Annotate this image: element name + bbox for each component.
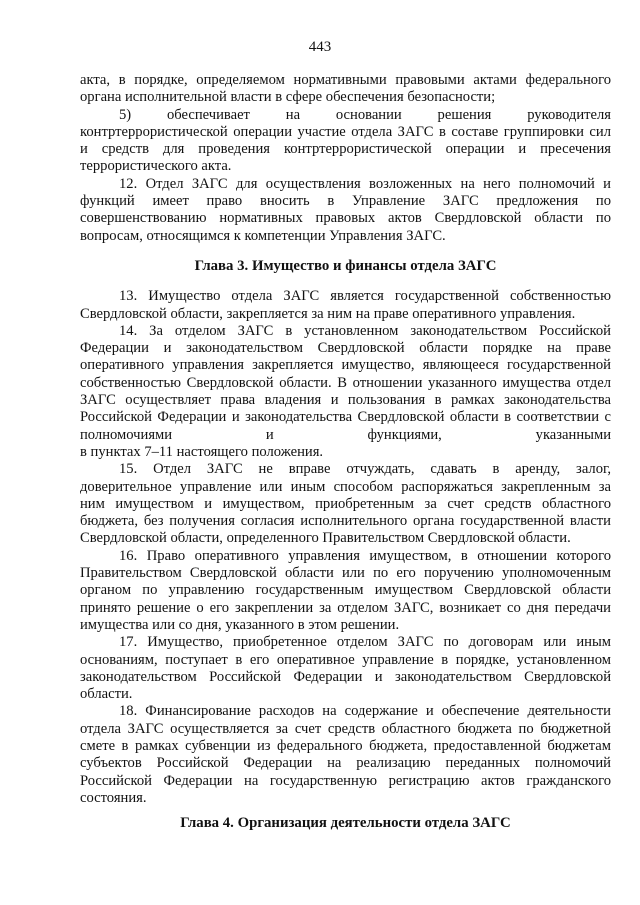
- text-line: в пунктах 7–11 настоящего положения.: [80, 443, 324, 460]
- text-line: органом по управлению государственным имуществом Свердловской области: [80, 582, 611, 599]
- text-line: 14. За отделом ЗАГС в установленном законодательством Российской: [119, 322, 611, 339]
- paragraph-gap: [80, 245, 611, 258]
- text-line: вопросам, относящимся к компетенции Управления ЗАГС.: [80, 227, 446, 244]
- text-line: контртеррористической операции участие отдела ЗАГС в составе группировки сил: [80, 123, 611, 140]
- text-line: бюджета, без получения согласия исполнительного органа государственной власти: [80, 513, 611, 530]
- text-line: совершенствованию нормативных правовых актов Свердловской области по: [80, 210, 611, 227]
- text-line: отдела ЗАГС осуществляется за счет средств областного бюджета по бюджетной: [80, 720, 611, 737]
- text-line: состояния.: [80, 789, 147, 806]
- text-line: субъектов Российской Федерации на реализацию переданных полномочий: [80, 755, 611, 772]
- text-line: акта, в порядке, определяемом нормативными правовыми актами федерального: [80, 72, 611, 88]
- text-line: террористического акта.: [80, 158, 232, 175]
- text-line: имущества или со дня, указанного в этом решении.: [80, 616, 400, 633]
- text-line: Российской Федерации и законодательства Свердловской области в соответствии с: [80, 409, 611, 426]
- text-line: 17. Имущество, приобретенное отделом ЗАГС по договорам или иным: [119, 634, 611, 651]
- text-line: принято решение о его закреплении за отделом ЗАГС, возникает со дня передачи: [80, 599, 611, 616]
- text-line: оперативного управления закрепляется имущество, являющееся государственной: [80, 357, 611, 374]
- text-line: 16. Право оперативного управления имуществом, в отношении которого: [119, 547, 611, 564]
- text-line: Российской Федерации на государственную регистрацию актов гражданского: [80, 772, 611, 789]
- text-line: полномочиями и функциями, указанными: [80, 426, 611, 443]
- text-line: Правительством Свердловской области или по его поручению уполномоченным: [80, 565, 611, 582]
- text-line: Свердловской области, определенного Правительством Свердловской области.: [80, 530, 571, 547]
- text-line: 13. Имущество отдела ЗАГС является государственной собственностью: [119, 288, 611, 305]
- text-line: органа исполнительной власти в сфере обеспечения безопасности;: [80, 89, 496, 106]
- text-line: 5) обеспечивает на основании решения руководителя: [119, 106, 611, 123]
- text-line: 18. Финансирование расходов на содержание и обеспечение деятельности: [119, 703, 611, 720]
- paragraph-gap: [80, 275, 611, 288]
- text-line: доверительное управление или иным способом распоряжаться закрепленным за: [80, 478, 611, 495]
- text-line: смете в рамках субвенции из федерального бюджета, предоставленной бюджетам: [80, 737, 611, 754]
- text-line: области.: [80, 686, 133, 703]
- text-line: собственностью Свердловской области. В отношении указанного имущества отдел: [80, 374, 611, 391]
- paragraph-gap: [80, 807, 611, 815]
- text-line: функций имеет право вносить в Управление ЗАГС предложения по: [80, 193, 611, 210]
- text-line: 12. Отдел ЗАГС для осуществления возложенных на него полномочий и: [119, 175, 611, 192]
- text-line: ним имуществом и имуществом, приобретенным за счет средств областного: [80, 495, 611, 512]
- page-number: 443: [308, 39, 332, 55]
- document-body: [80, 72, 611, 832]
- chapter-heading-2: Глава 4. Организация деятельности отдела ЗАГС: [180, 815, 511, 832]
- text-line: Свердловской области, закрепляется за ним на праве оперативного управления.: [80, 305, 576, 322]
- text-line: основаниям, поступает в его оперативное управление в порядке, установленном: [80, 651, 611, 668]
- text-line: законодательством Российской Федерации и законодательством Свердловской: [80, 668, 611, 685]
- text-line: ЗАГС осуществляет права владения и пользования в рамках законодательства: [80, 392, 611, 409]
- text-line: Федерации и законодательством Свердловской области порядке на праве: [80, 340, 611, 357]
- text-line: и средств для проведения контртеррористической операции и пресечения: [80, 141, 611, 158]
- chapter-heading-1: Глава 3. Имущество и финансы отдела ЗАГС: [194, 257, 497, 274]
- text-line: 15. Отдел ЗАГС не вправе отчуждать, сдавать в аренду, залог,: [119, 461, 611, 478]
